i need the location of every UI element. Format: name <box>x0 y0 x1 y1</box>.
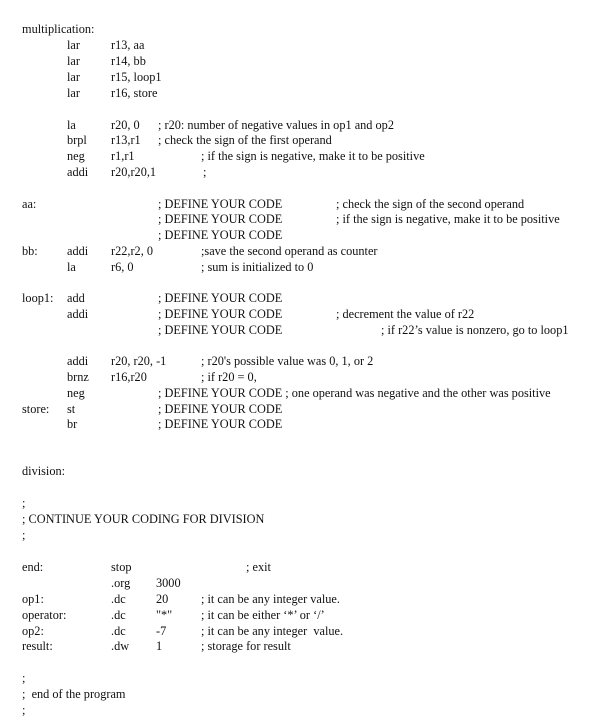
opcode: neg <box>67 386 85 400</box>
comment-line: ; end of the program <box>22 687 126 701</box>
comment-line: ; <box>22 671 26 685</box>
operands: r20, r20, -1 <box>111 354 167 368</box>
comment: ; r20: number of negative values in op1 and op2 <box>158 118 394 132</box>
operands: r20,r20,1 <box>111 165 157 179</box>
opcode: stop <box>111 560 132 574</box>
placeholder-comment: ; DEFINE YOUR CODE <box>158 291 283 305</box>
comment: ; storage for result <box>201 639 291 653</box>
label-op1: op1: <box>22 592 44 606</box>
comment: ; <box>203 165 207 179</box>
operands: r14, bb <box>111 54 146 68</box>
operands: r13,r1 <box>111 133 141 147</box>
comment: ; decrement the value of r22 <box>336 307 475 321</box>
label-aa: aa: <box>22 197 37 211</box>
placeholder-comment: ; DEFINE YOUR CODE <box>158 417 283 431</box>
comment-line: ; <box>22 496 26 510</box>
operands: 1 <box>156 639 163 653</box>
comment: ; if r22’s value is nonzero, go to loop1 <box>381 323 569 337</box>
comment: ; check the sign of the first operand <box>158 133 332 147</box>
operands: 20 <box>156 592 169 606</box>
comment: ; exit <box>246 560 271 574</box>
opcode: addi <box>67 307 89 321</box>
opcode: la <box>67 118 76 132</box>
operands: r22,r2, 0 <box>111 244 154 258</box>
comment-line: ; CONTINUE YOUR CODING FOR DIVISION <box>22 512 265 526</box>
operands: r16,r20 <box>111 370 147 384</box>
label-op2: op2: <box>22 624 44 638</box>
section-label-multiplication: multiplication: <box>22 22 95 36</box>
section-label-division: division: <box>22 464 66 478</box>
comment-line: ; <box>22 528 26 542</box>
opcode: .dw <box>111 639 130 653</box>
placeholder-comment: ; DEFINE YOUR CODE <box>158 212 283 226</box>
placeholder-comment: ; DEFINE YOUR CODE <box>158 228 283 242</box>
placeholder-comment: ; DEFINE YOUR CODE <box>158 307 283 321</box>
opcode: addi <box>67 354 89 368</box>
operands: r20, 0 <box>111 118 140 132</box>
comment: ; it can be either ‘*’ or ‘/’ <box>201 608 325 622</box>
label-operator: operator: <box>22 608 67 622</box>
operands: "*" <box>156 608 173 622</box>
opcode: .org <box>111 576 131 590</box>
opcode: .dc <box>111 592 126 606</box>
comment: ; it can be any integer value. <box>201 624 344 638</box>
operands: r15, loop1 <box>111 70 162 84</box>
opcode: neg <box>67 149 85 163</box>
label-bb: bb: <box>22 244 38 258</box>
comment: ; if the sign is negative, make it to be positive <box>336 212 560 226</box>
opcode: .dc <box>111 608 126 622</box>
label-loop1: loop1: <box>22 291 54 305</box>
operands: r6, 0 <box>111 260 134 274</box>
opcode: brnz <box>67 370 89 384</box>
label-end: end: <box>22 560 44 574</box>
placeholder-comment: ; DEFINE YOUR CODE <box>158 197 283 211</box>
comment: ; if the sign is negative, make it to be positive <box>201 149 425 163</box>
operands: -7 <box>156 624 167 638</box>
opcode: lar <box>67 86 80 100</box>
comment-line: ; <box>22 703 26 717</box>
comment: ; sum is initialized to 0 <box>201 260 314 274</box>
opcode: la <box>67 260 76 274</box>
label-store: store: <box>22 402 50 416</box>
label-result: result: <box>22 639 53 653</box>
operands: 3000 <box>156 576 181 590</box>
operands: r16, store <box>111 86 158 100</box>
operands: r13, aa <box>111 38 145 52</box>
opcode: lar <box>67 38 80 52</box>
comment: ; if r20 = 0, <box>201 370 257 384</box>
comment: ; it can be any integer value. <box>201 592 340 606</box>
comment: ; r20's possible value was 0, 1, or 2 <box>201 354 374 368</box>
opcode: add <box>67 291 85 305</box>
opcode: addi <box>67 165 89 179</box>
placeholder-comment: ; DEFINE YOUR CODE ; one operand was negative and the other was positive <box>158 386 551 400</box>
comment: ; check the sign of the second operand <box>336 197 525 211</box>
opcode: lar <box>67 70 80 84</box>
opcode: .dc <box>111 624 126 638</box>
opcode: brpl <box>67 133 87 147</box>
opcode: st <box>67 402 76 416</box>
opcode: lar <box>67 54 80 68</box>
placeholder-comment: ; DEFINE YOUR CODE <box>158 402 283 416</box>
comment: ;save the second operand as counter <box>201 244 378 258</box>
opcode: addi <box>67 244 89 258</box>
operands: r1,r1 <box>111 149 135 163</box>
opcode: br <box>67 417 78 431</box>
placeholder-comment: ; DEFINE YOUR CODE <box>158 323 283 337</box>
